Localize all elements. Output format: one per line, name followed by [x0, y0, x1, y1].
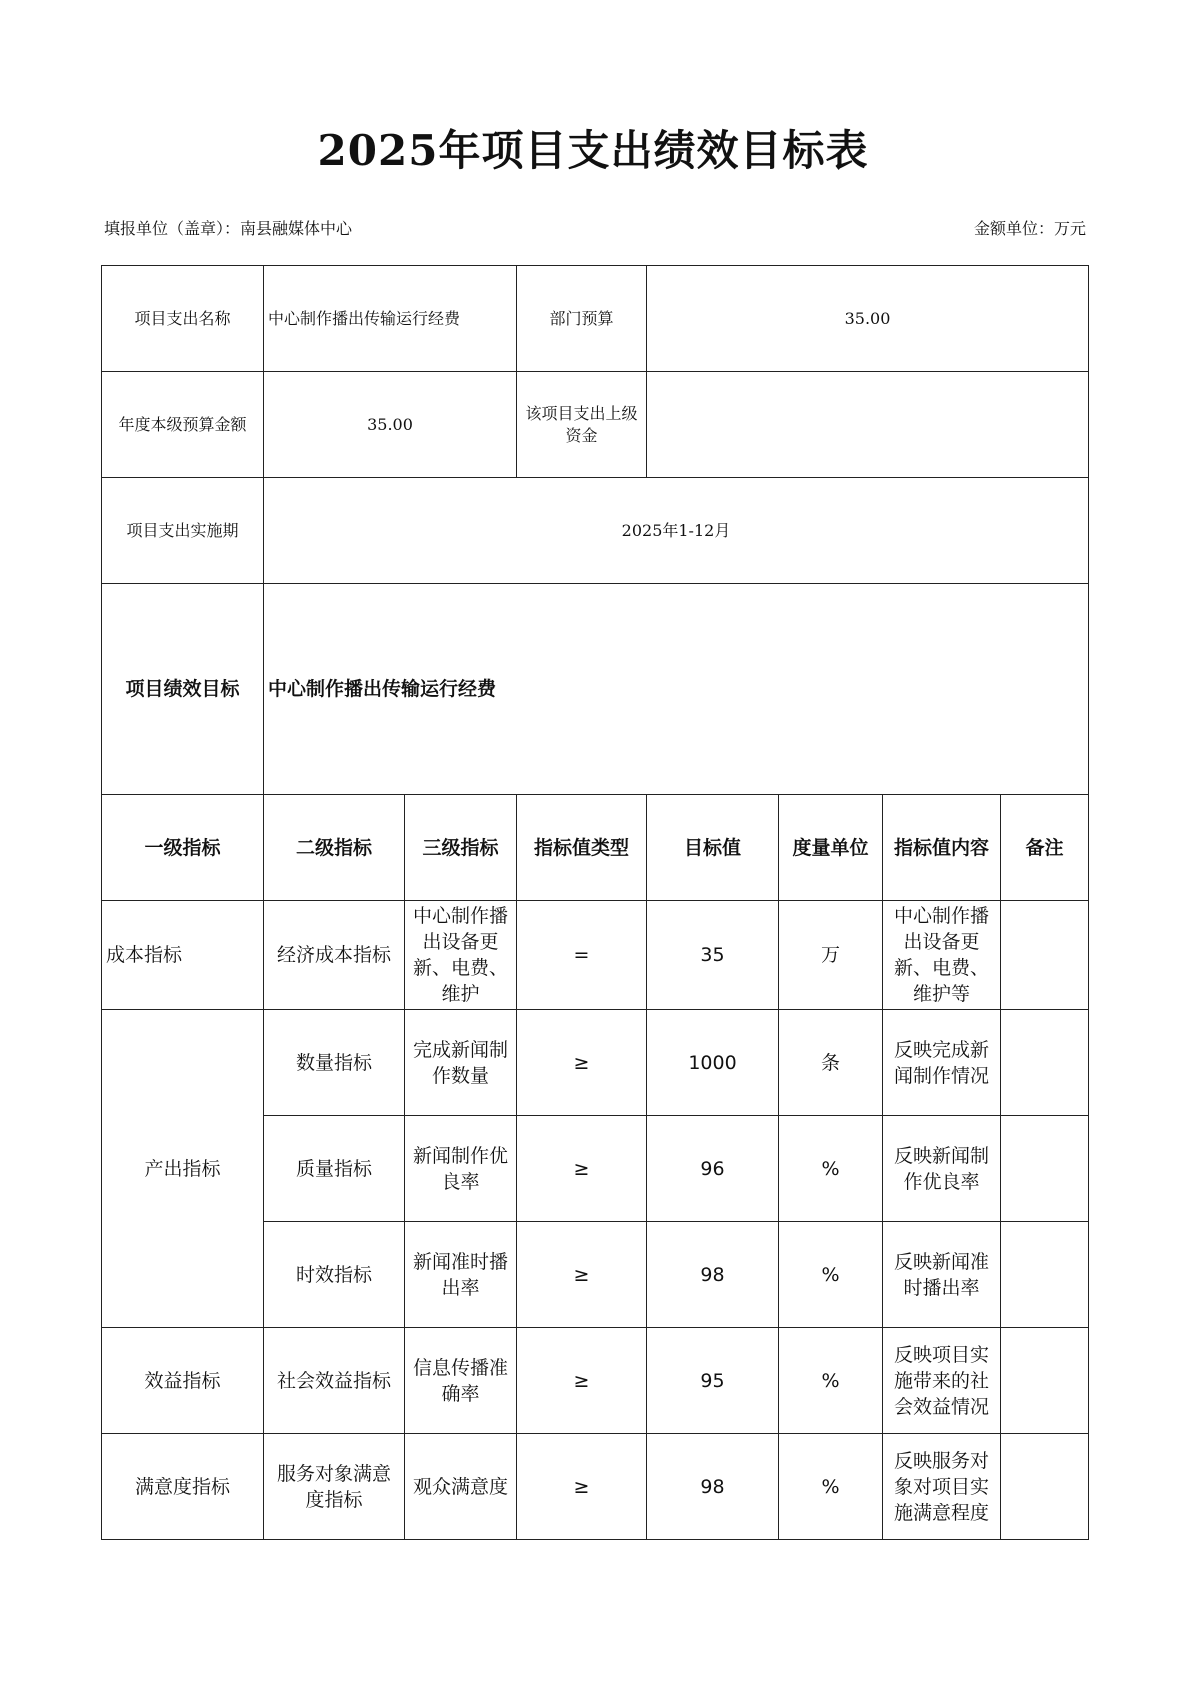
type-cell: ≥	[517, 1010, 647, 1116]
goal-label: 项目绩效目标	[102, 584, 264, 795]
group-output: 产出指标	[102, 1010, 264, 1328]
target-cell: 98	[647, 1222, 779, 1328]
page-title: 2025年项目支出绩效目标表	[317, 126, 869, 175]
project-name-label: 项目支出名称	[102, 266, 264, 372]
type-cell: ≥	[517, 1328, 647, 1434]
note-cell	[1001, 1328, 1089, 1434]
upper-funds-label: 该项目支出上级资金	[517, 372, 647, 478]
header-note: 备注	[1001, 795, 1089, 901]
header-value-type: 指标值类型	[517, 795, 647, 901]
note-cell	[1001, 1434, 1089, 1540]
header-target: 目标值	[647, 795, 779, 901]
level3-cell: 信息传播准确率	[405, 1328, 517, 1434]
unit-cell: %	[779, 1116, 883, 1222]
currency-unit: 金额单位：万元	[973, 219, 1086, 238]
header-level2: 二级指标	[264, 795, 405, 901]
table-row	[102, 901, 1089, 1010]
content-cell: 反映项目实施带来的社会效益情况	[883, 1328, 1001, 1434]
performance-target-table	[101, 265, 1089, 1540]
type-cell: ≥	[517, 1434, 647, 1540]
note-cell	[1001, 1010, 1089, 1116]
filing-unit: 填报单位（盖章）：南县融媒体中心	[104, 219, 353, 238]
dept-budget-label: 部门预算	[517, 266, 647, 372]
content-cell: 反映新闻制作优良率	[883, 1116, 1001, 1222]
type-cell: ≥	[517, 1116, 647, 1222]
group-cost: 成本指标	[102, 901, 264, 1010]
header-row	[102, 795, 1089, 901]
unit-cell: %	[779, 1434, 883, 1540]
project-name-row	[102, 266, 1089, 372]
note-cell	[1001, 1222, 1089, 1328]
upper-funds-value	[647, 372, 1089, 478]
table-row	[102, 1434, 1089, 1540]
level3-cell: 新闻准时播出率	[405, 1222, 517, 1328]
target-cell: 98	[647, 1434, 779, 1540]
annual-budget-value: 35.00	[264, 372, 517, 478]
header-content: 指标值内容	[883, 795, 1001, 901]
level3-cell: 完成新闻制作数量	[405, 1010, 517, 1116]
content-cell: 反映新闻准时播出率	[883, 1222, 1001, 1328]
type-cell: ≥	[517, 1222, 647, 1328]
unit-cell: 万	[779, 901, 883, 1010]
level2-cell: 质量指标	[264, 1116, 405, 1222]
target-cell: 96	[647, 1116, 779, 1222]
group-benefit: 效益指标	[102, 1328, 264, 1434]
table-row	[102, 1328, 1089, 1434]
target-cell: 95	[647, 1328, 779, 1434]
level2-cell: 服务对象满意度指标	[264, 1434, 405, 1540]
content-cell: 反映服务对象对项目实施满意程度	[883, 1434, 1001, 1540]
table-row	[102, 1010, 1089, 1116]
content-cell: 反映完成新闻制作情况	[883, 1010, 1001, 1116]
level2-cell: 数量指标	[264, 1010, 405, 1116]
level3-cell: 新闻制作优良率	[405, 1116, 517, 1222]
note-cell	[1001, 1116, 1089, 1222]
annual-budget-row	[102, 372, 1089, 478]
level2-cell: 社会效益指标	[264, 1328, 405, 1434]
target-cell: 35	[647, 901, 779, 1010]
annual-budget-label: 年度本级预算金额	[102, 372, 264, 478]
content-cell: 中心制作播出设备更新、电费、维护等	[883, 901, 1001, 1010]
level2-cell: 经济成本指标	[264, 901, 405, 1010]
period-value: 2025年1-12月	[264, 478, 1089, 584]
dept-budget-value: 35.00	[647, 266, 1089, 372]
unit-cell: 条	[779, 1010, 883, 1116]
project-name-value: 中心制作播出传输运行经费	[264, 266, 517, 372]
unit-cell: %	[779, 1328, 883, 1434]
group-satisfaction: 满意度指标	[102, 1434, 264, 1540]
period-label: 项目支出实施期	[102, 478, 264, 584]
goal-value: 中心制作播出传输运行经费	[264, 584, 1089, 795]
target-cell: 1000	[647, 1010, 779, 1116]
note-cell	[1001, 901, 1089, 1010]
level3-cell: 中心制作播出设备更新、电费、维护	[405, 901, 517, 1010]
period-row	[102, 478, 1089, 584]
header-level1: 一级指标	[102, 795, 264, 901]
type-cell: =	[517, 901, 647, 1010]
level2-cell: 时效指标	[264, 1222, 405, 1328]
goal-row	[102, 584, 1089, 795]
header-unit: 度量单位	[779, 795, 883, 901]
header-level3: 三级指标	[405, 795, 517, 901]
level3-cell: 观众满意度	[405, 1434, 517, 1540]
unit-cell: %	[779, 1222, 883, 1328]
